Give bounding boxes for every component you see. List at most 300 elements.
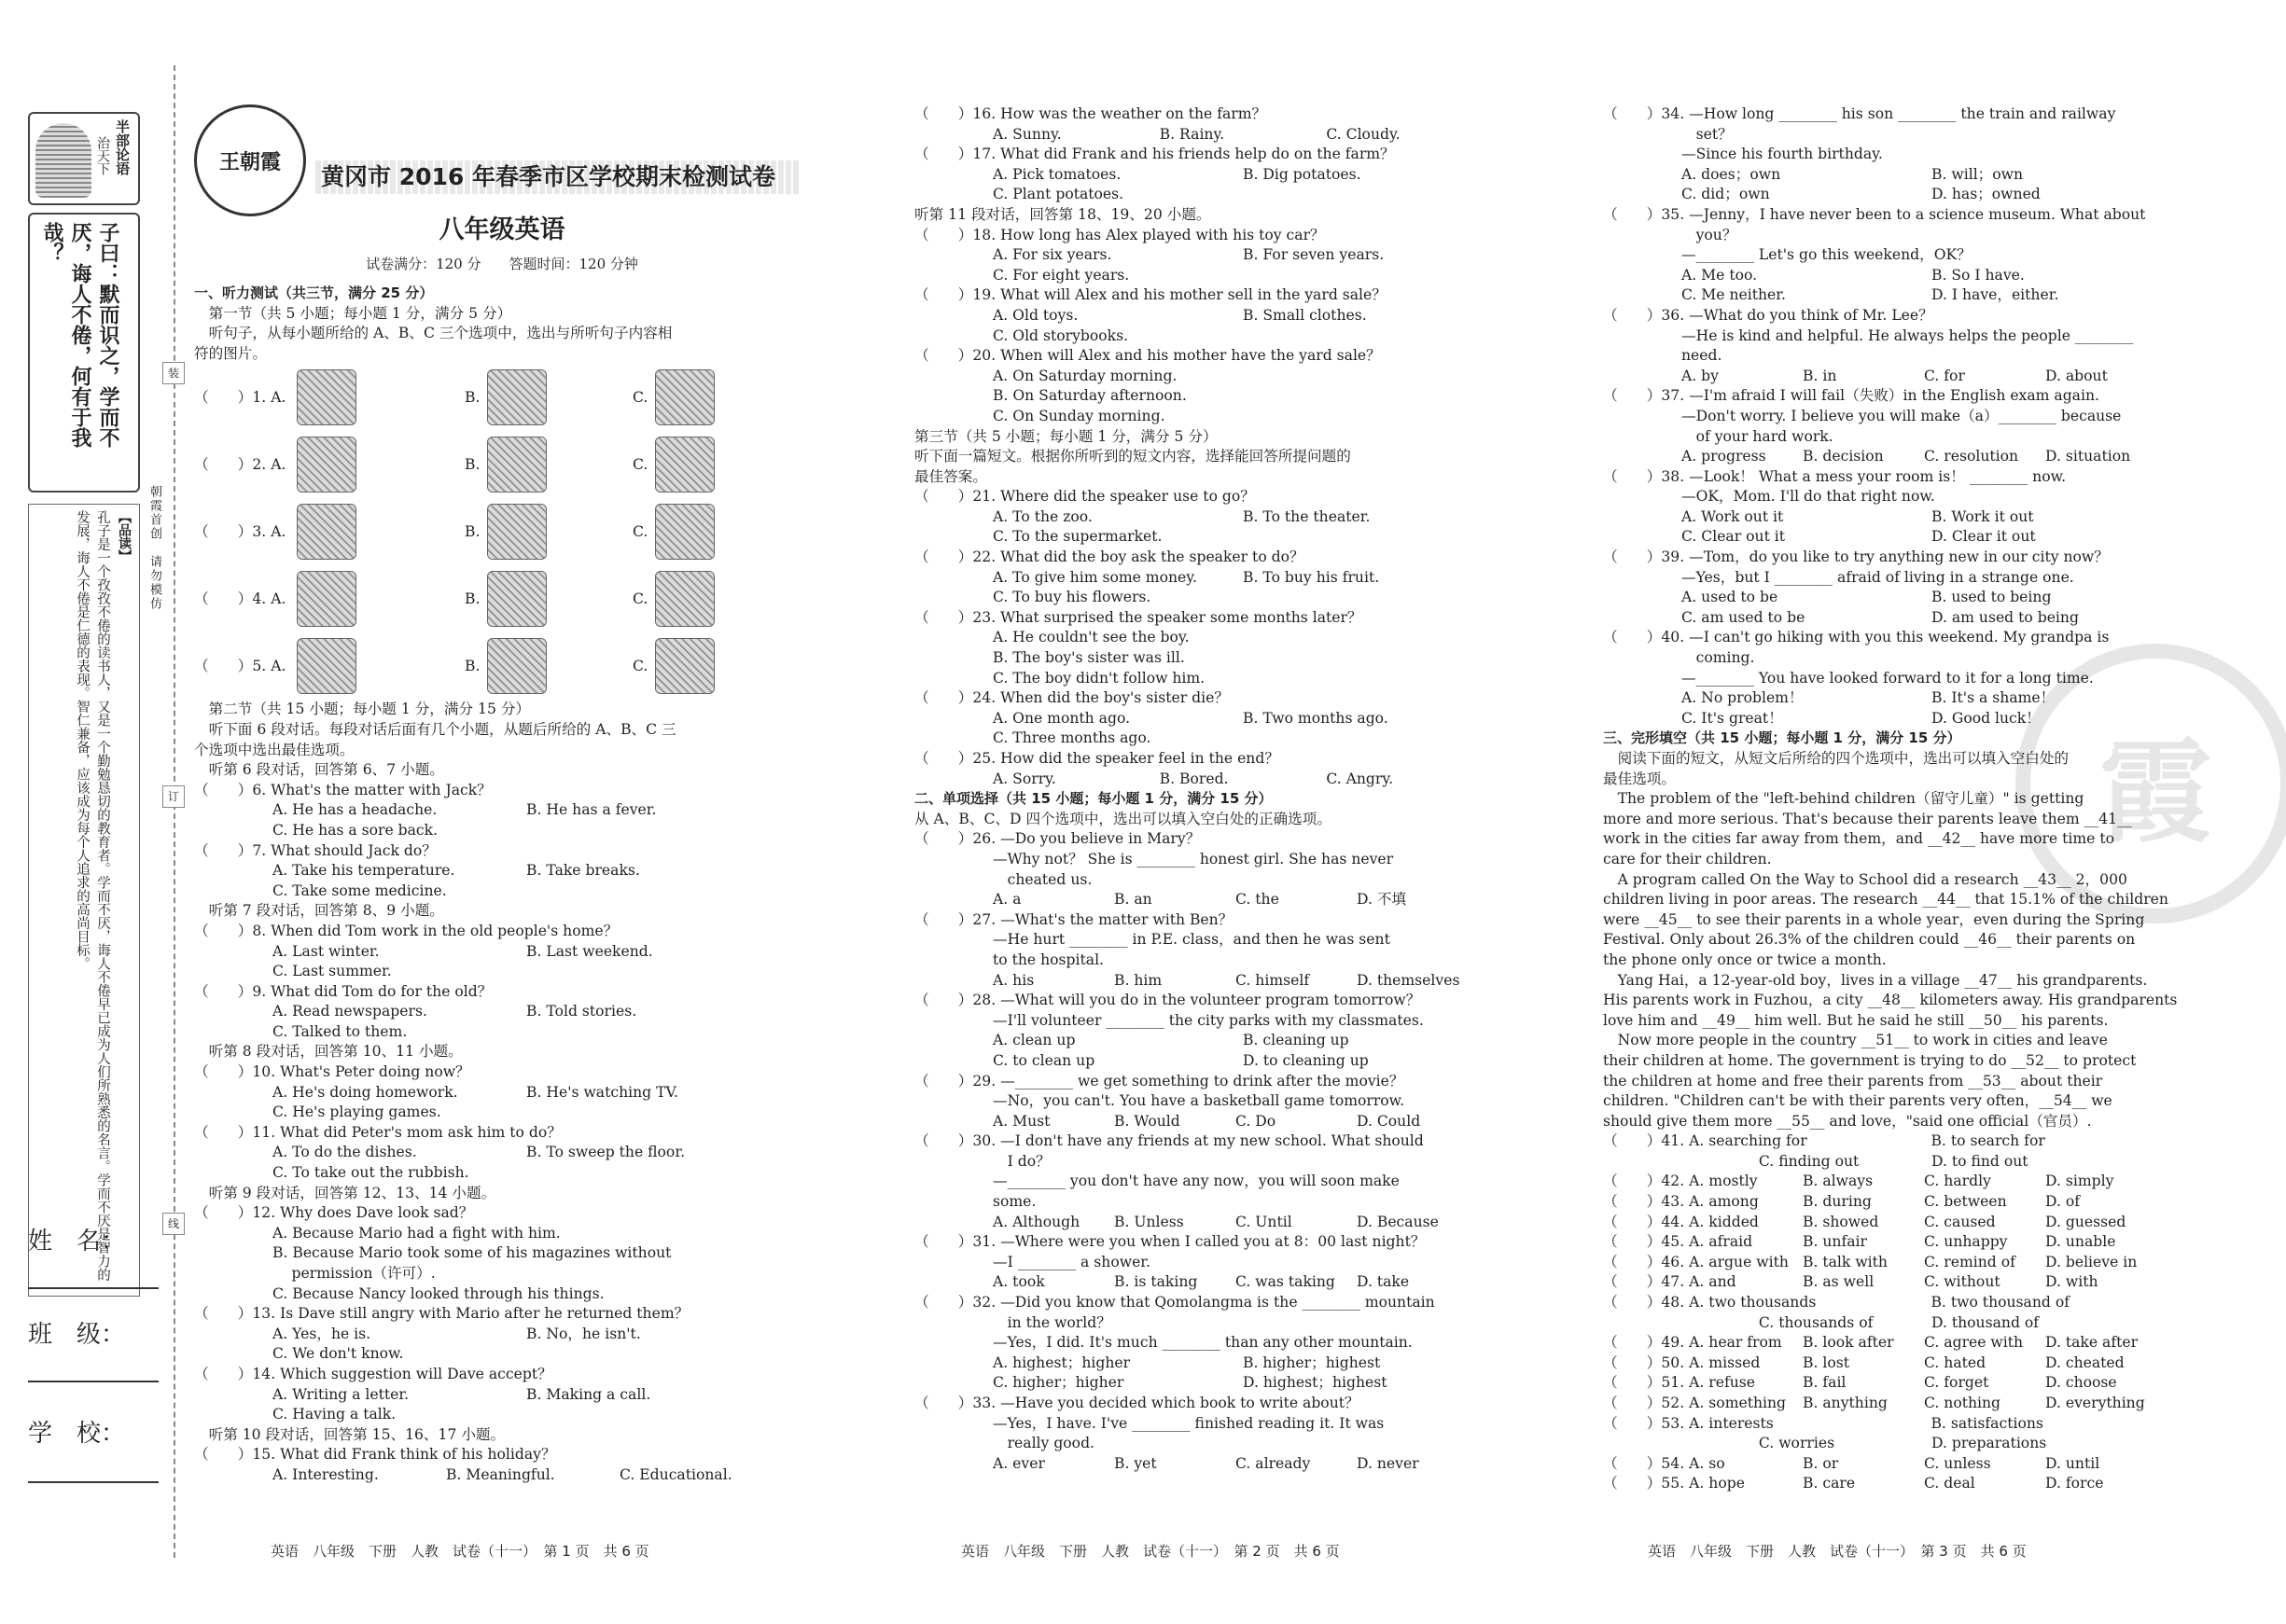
option-text[interactable]: A. For six years. xyxy=(993,246,1112,264)
option-text[interactable]: C. unhappy xyxy=(1924,1233,2008,1251)
option-row xyxy=(194,1083,810,1103)
option-text[interactable]: A. does；own xyxy=(1681,165,1781,183)
title-banner xyxy=(315,160,801,194)
option-row xyxy=(1603,1131,2181,1152)
option-text[interactable]: （ ）52. A. something xyxy=(1603,1395,1787,1411)
option-text[interactable]: D. am used to being xyxy=(1931,608,2079,626)
option-text[interactable]: A. Sorry. xyxy=(993,770,1056,787)
option-text[interactable]: I do？ xyxy=(993,1152,1051,1170)
option-text[interactable]: C. higher；higher xyxy=(993,1374,1124,1392)
option-text[interactable]: D. of xyxy=(2045,1193,2081,1211)
option-text[interactable]: C. He's playing games. xyxy=(272,1103,441,1121)
option-text[interactable]: —Yes，I did. It's much ________ than any other mountain. xyxy=(993,1334,1413,1352)
option-text[interactable]: —________ you don't have any now，you will soon make xyxy=(993,1173,1400,1190)
text-line: 第三节（共 5 小题；每小题 1 分，满分 5 分） xyxy=(914,427,1218,445)
option-text[interactable]: （ ）50. A. missed xyxy=(1603,1353,1761,1371)
option-row xyxy=(194,942,810,963)
option-text[interactable]: —Yes，but I ________ afraid of living in a strange one. xyxy=(1681,568,2074,586)
picture-option-icon[interactable] xyxy=(655,504,715,560)
option-label: C. xyxy=(633,590,648,607)
option-text[interactable]: C. for xyxy=(1924,367,1965,384)
option-text[interactable]: D. situation xyxy=(2045,448,2131,465)
text-line: children living in poor areas. The research __44__ that 15.1% of the children xyxy=(1603,891,2168,909)
option-text[interactable]: B. Last weekend. xyxy=(526,942,653,960)
option-row xyxy=(1603,226,2181,246)
option-text[interactable]: C. Cloudy. xyxy=(1326,125,1401,143)
option-text[interactable]: C. Plant potatoes. xyxy=(993,186,1124,203)
option-text[interactable]: B. to search for xyxy=(1931,1132,2045,1150)
option-text[interactable]: A. by xyxy=(1681,367,1719,384)
option-text[interactable]: D. guessed xyxy=(2045,1213,2126,1230)
option-text[interactable]: B. higher；highest xyxy=(1243,1353,1381,1371)
picture-option-icon[interactable] xyxy=(487,369,547,425)
text-line: 最佳答案。 xyxy=(914,467,987,485)
option-text[interactable]: B. two thousand of xyxy=(1931,1294,2070,1312)
option-text[interactable]: C. was taking xyxy=(1235,1273,1335,1291)
option-text[interactable]: A. Although xyxy=(993,1213,1080,1230)
option-text[interactable]: B. care xyxy=(1803,1475,1856,1492)
picture-option-icon[interactable] xyxy=(655,369,715,425)
option-row xyxy=(1603,125,2181,146)
text-line: （ ）29. —________ we get something to drink after the movie？ xyxy=(914,1072,1404,1090)
option-text[interactable]: need. xyxy=(1681,347,1722,365)
option-text[interactable]: A. Me too. xyxy=(1681,266,1758,284)
option-text[interactable]: C. deal xyxy=(1924,1475,1975,1492)
text-line: （ ）33. —Have you decided which book to write about？ xyxy=(914,1395,1359,1411)
option-text[interactable]: （ ）47. A. and xyxy=(1603,1273,1736,1291)
option-text[interactable]: B. Two months ago. xyxy=(1243,709,1388,727)
option-text[interactable]: B. On Saturday afternoon. xyxy=(993,387,1187,405)
option-text[interactable]: A. Last winter. xyxy=(272,942,380,960)
text-line: 听第 6 段对话，回答第 6、7 小题。 xyxy=(194,761,444,779)
option-text[interactable]: C. We don't know. xyxy=(272,1345,404,1363)
option-text[interactable]: C. did；own xyxy=(1681,186,1770,203)
option-text[interactable]: D. thousand of xyxy=(1931,1313,2040,1331)
text-line: 个选项中选出最佳选项。 xyxy=(194,741,355,758)
option-text[interactable]: A. On Saturday morning. xyxy=(993,367,1178,384)
option-text[interactable]: C. resolution xyxy=(1924,448,2019,465)
option-text[interactable]: （ ）46. A. argue with xyxy=(1603,1253,1789,1270)
picture-question xyxy=(194,498,810,565)
option-text[interactable]: （ ）45. A. afraid xyxy=(1603,1233,1753,1251)
option-text[interactable]: B. To the theater. xyxy=(1243,507,1371,525)
option-text[interactable]: C. am used to be xyxy=(1681,608,1805,626)
option-text[interactable]: C. Three months ago. xyxy=(993,729,1151,747)
option-row xyxy=(1603,326,2181,347)
option-text[interactable]: A. progress xyxy=(1681,448,1766,465)
option-row xyxy=(914,245,1493,266)
option-text[interactable]: D. believe in xyxy=(2045,1253,2138,1270)
option-text[interactable]: B. Because Mario took some of his magazines without xyxy=(272,1244,672,1262)
option-text[interactable]: B. in xyxy=(1803,367,1837,384)
option-text[interactable]: （ ）44. A. kidded xyxy=(1603,1213,1759,1230)
option-text[interactable]: B. He's watching TV. xyxy=(526,1083,678,1101)
option-text[interactable]: B. as well xyxy=(1803,1273,1875,1291)
option-text[interactable]: —I'll volunteer ________ the city parks with my classmates. xyxy=(993,1011,1424,1029)
option-text[interactable]: D. everything xyxy=(2045,1395,2145,1411)
option-text[interactable]: C. unless xyxy=(1924,1454,1991,1472)
option-row xyxy=(914,1353,1493,1374)
text-line: （ ）7. What should Jack do？ xyxy=(194,841,437,859)
option-text[interactable]: （ ）51. A. refuse xyxy=(1603,1374,1756,1392)
option-row xyxy=(1603,1434,2181,1454)
option-text[interactable]: permission（许可）. xyxy=(272,1265,436,1282)
exam-info: 试卷满分：120 分 答题时间：120 分钟 xyxy=(366,256,638,272)
option-text[interactable]: B. used to being xyxy=(1931,589,2052,606)
option-text[interactable]: C. already xyxy=(1235,1454,1311,1472)
option-text[interactable]: coming. xyxy=(1681,649,1755,667)
option-text[interactable]: B. unfair xyxy=(1803,1233,1867,1251)
question-label: （ ）4. A. xyxy=(194,590,286,607)
option-row xyxy=(194,1143,810,1163)
logo-seal xyxy=(194,104,306,216)
picture-option-icon[interactable] xyxy=(297,504,356,560)
option-text[interactable]: C. to clean up xyxy=(993,1051,1095,1069)
option-text[interactable]: C. Having a talk. xyxy=(272,1406,397,1423)
option-text[interactable]: D. until xyxy=(2045,1454,2100,1472)
option-text[interactable]: A. Because Mario had a fight with him. xyxy=(272,1224,561,1242)
option-text[interactable]: C. himself xyxy=(1235,971,1310,989)
option-text[interactable]: D. about xyxy=(2045,367,2108,384)
text-line: （ ）35. —Jenny，I have never been to a science museum. What about xyxy=(1603,205,2146,223)
option-text[interactable]: —He is kind and helpful. He always helps the people ________ xyxy=(1681,326,2134,344)
option-text[interactable]: D. to find out xyxy=(1931,1152,2028,1170)
option-text[interactable]: C. caused xyxy=(1924,1213,1996,1230)
option-text[interactable]: （ ）43. A. among xyxy=(1603,1193,1759,1211)
option-text[interactable]: —I ________ a shower. xyxy=(993,1253,1151,1270)
option-text[interactable]: D. I have，either. xyxy=(1931,286,2059,304)
option-text[interactable]: —________ Let's go this weekend，OK？ xyxy=(1681,246,1972,264)
option-text[interactable]: C. remind of xyxy=(1924,1253,2015,1270)
option-text[interactable]: B. Told stories. xyxy=(526,1003,637,1020)
option-text[interactable]: B. It's a shame！ xyxy=(1931,689,2056,707)
option-text[interactable]: C. thousands of xyxy=(1681,1313,1874,1331)
option-text[interactable]: D. choose xyxy=(2045,1374,2117,1392)
option-row xyxy=(194,800,810,821)
option-row xyxy=(914,1152,1493,1173)
option-text[interactable]: B. Meaningful. xyxy=(446,1465,555,1483)
option-row xyxy=(1603,648,2181,669)
option-text[interactable]: B. To buy his fruit. xyxy=(1243,568,1380,586)
option-text[interactable]: （ ）48. A. two thousands xyxy=(1603,1294,1817,1312)
option-text[interactable]: C. To the supermarket. xyxy=(993,528,1163,546)
option-text[interactable]: C. Last summer. xyxy=(272,963,392,980)
option-text[interactable]: D. take xyxy=(1357,1273,1410,1291)
option-row xyxy=(1603,1272,2181,1293)
picture-option-icon[interactable] xyxy=(297,638,356,694)
option-text[interactable]: A. Interesting. xyxy=(272,1465,379,1483)
picture-option-icon[interactable] xyxy=(297,369,356,425)
option-text[interactable]: C. Old storybooks. xyxy=(993,326,1129,344)
option-text[interactable]: C. between xyxy=(1924,1193,2007,1211)
option-text[interactable]: A. Sunny. xyxy=(993,125,1062,143)
option-row xyxy=(914,326,1493,347)
option-text[interactable]: A. clean up xyxy=(993,1032,1076,1049)
picture-option-icon[interactable] xyxy=(297,571,356,627)
option-text[interactable]: A. Writing a letter. xyxy=(272,1385,410,1403)
option-row xyxy=(914,1192,1493,1213)
option-text[interactable]: D. highest；highest xyxy=(1243,1374,1387,1392)
picture-question xyxy=(194,364,810,431)
option-text[interactable]: C. Me neither. xyxy=(1681,286,1786,304)
option-text[interactable]: C. forget xyxy=(1924,1374,1989,1392)
option-text[interactable]: C. To take out the rubbish. xyxy=(272,1164,469,1182)
option-text[interactable]: A. Pick tomatoes. xyxy=(993,165,1122,183)
option-text[interactable]: （ ）49. A. hear from xyxy=(1603,1334,1782,1352)
option-text[interactable]: C. agree with xyxy=(1924,1334,2024,1352)
option-text[interactable]: some. xyxy=(993,1193,1037,1211)
text-line: 听下面一篇短文。根据你所听到的短文内容，选择能回答所提问题的 xyxy=(914,448,1351,465)
picture-option-icon[interactable] xyxy=(655,638,715,694)
option-text[interactable]: A. To do the dishes. xyxy=(272,1144,417,1161)
option-text[interactable]: B. For seven years. xyxy=(1243,246,1385,264)
option-text[interactable]: B. fail xyxy=(1803,1374,1847,1392)
option-text[interactable]: D. never xyxy=(1357,1454,1419,1472)
option-text[interactable]: —No，you can't. You have a basketball game tomorrow. xyxy=(993,1092,1405,1110)
option-text[interactable]: A. Yes，he is. xyxy=(272,1325,371,1342)
option-text[interactable]: B. an xyxy=(1114,891,1152,909)
option-text[interactable]: A. Must xyxy=(993,1112,1051,1130)
option-text[interactable]: D. 不填 xyxy=(1357,891,1407,909)
exam-subtitle: 八年级英语 xyxy=(439,215,565,244)
text-line: 听句子，从每小题所给的 A、B、C 三个选项中，选出与所听句子内容相 xyxy=(194,325,673,342)
option-text[interactable]: D. Could xyxy=(1357,1112,1421,1130)
option-text[interactable]: B. Bored. xyxy=(1159,770,1229,787)
text-line: （ ）24. When did the boy's sister die？ xyxy=(914,689,1229,707)
option-text[interactable]: C. Angry. xyxy=(1326,770,1394,787)
option-row xyxy=(194,1002,810,1022)
option-text[interactable]: D. preparations xyxy=(1931,1435,2047,1452)
option-text[interactable]: D. with xyxy=(2045,1273,2098,1291)
option-text[interactable]: C. Educational. xyxy=(620,1465,732,1483)
option-text[interactable]: you？ xyxy=(1681,226,1737,243)
option-text[interactable]: of your hard work. xyxy=(1681,427,1833,445)
option-text[interactable]: A. Read newspapers. xyxy=(272,1003,427,1020)
option-row xyxy=(914,1051,1493,1072)
option-text[interactable]: C. Take some medicine. xyxy=(272,881,447,899)
option-text[interactable]: B. always xyxy=(1803,1173,1874,1190)
option-text[interactable]: B. anything xyxy=(1803,1395,1888,1411)
option-text[interactable]: （ ）54. A. so xyxy=(1603,1454,1725,1472)
option-text[interactable]: B. He has a fever. xyxy=(526,801,657,819)
option-row xyxy=(1603,568,2181,589)
option-row xyxy=(1603,1152,2181,1173)
option-text[interactable]: A. No problem！ xyxy=(1681,689,1804,707)
picture-option-icon[interactable] xyxy=(655,437,715,493)
tagline: 朝霞首创 请勿模仿 xyxy=(147,485,161,611)
option-text[interactable]: D. unable xyxy=(2045,1233,2116,1251)
option-text[interactable]: A. Work out it xyxy=(1681,507,1784,525)
option-row xyxy=(914,850,1493,870)
text-line: （ ）28. —What will you do in the volunteer program tomorrow？ xyxy=(914,992,1421,1009)
option-text[interactable]: D. themselves xyxy=(1357,971,1460,989)
option-row xyxy=(194,821,810,841)
text-line: （ ）19. What will Alex and his mother sell in the yard sale？ xyxy=(914,286,1387,304)
option-text[interactable]: C. It's great！ xyxy=(1681,709,1783,727)
option-text[interactable]: B. satisfactions xyxy=(1931,1414,2043,1432)
option-text[interactable]: A. a xyxy=(993,891,1022,909)
text-line: 听第 8 段对话，回答第 10、11 小题。 xyxy=(194,1043,463,1061)
option-text[interactable]: C. worries xyxy=(1681,1435,1835,1452)
picture-option-icon[interactable] xyxy=(655,571,715,627)
option-text[interactable]: D. Clear it out xyxy=(1931,528,2036,546)
text-line: （ ）15. What did Frank think of his holiday？ xyxy=(194,1446,556,1464)
option-text[interactable]: D. simply xyxy=(2045,1173,2114,1190)
option-row xyxy=(1603,1353,2181,1374)
option-text[interactable]: A. took xyxy=(993,1273,1045,1291)
option-text[interactable]: B. Dig potatoes. xyxy=(1243,165,1361,183)
option-row xyxy=(914,1373,1493,1394)
option-text[interactable]: （ ）41. A. searching for xyxy=(1603,1132,1807,1150)
text-line: （ ）32. —Did you know that Qomolangma is the ________ mountain xyxy=(914,1294,1435,1312)
option-text[interactable]: —He hurt ________ in P.E. class，and then he was sent xyxy=(993,931,1390,949)
quote-box xyxy=(28,213,140,493)
option-row xyxy=(194,1264,810,1284)
option-text[interactable]: —Why not？ She is ________ honest girl. She has never xyxy=(993,850,1394,868)
option-text[interactable]: C. On Sunday morning. xyxy=(993,407,1165,424)
option-text[interactable]: —OK，Mom. I'll do that right now. xyxy=(1681,488,1935,506)
text-line: （ ）34. —How long ________ his son ________ the train and railway xyxy=(1603,105,2116,122)
option-row xyxy=(914,1414,1493,1435)
option-text[interactable]: B. No，he isn't. xyxy=(526,1325,641,1342)
option-row xyxy=(1603,608,2181,629)
option-text[interactable]: C. without xyxy=(1924,1273,2000,1291)
option-text[interactable]: C. The boy didn't follow him. xyxy=(993,669,1206,687)
text-line: （ ）39. —Tom，do you like to try anything new in our city now？ xyxy=(1603,548,2109,566)
option-row xyxy=(914,507,1493,528)
option-row xyxy=(1603,588,2181,608)
text-line: love him and __49__ him well. But he said he still __50__ his parents. xyxy=(1603,1011,2109,1029)
option-text[interactable]: B. him xyxy=(1114,971,1163,989)
option-text[interactable]: B. showed xyxy=(1803,1213,1879,1230)
option-text[interactable]: —Don't worry. I believe you will make（a）________ because xyxy=(1681,407,2122,424)
option-text[interactable]: D. Good luck！ xyxy=(1931,709,2041,727)
option-text[interactable]: D. force xyxy=(2045,1475,2104,1492)
option-row xyxy=(914,367,1493,387)
option-text[interactable]: D. has；owned xyxy=(1931,186,2041,203)
option-text[interactable]: D. cheated xyxy=(2045,1353,2125,1371)
option-text[interactable]: D. to cleaning up xyxy=(1243,1051,1369,1069)
option-text[interactable]: C. To buy his flowers. xyxy=(993,589,1151,606)
option-text[interactable]: B. Would xyxy=(1114,1112,1180,1130)
option-text[interactable]: A. To the zoo. xyxy=(993,507,1093,525)
option-text[interactable]: B. Making a call. xyxy=(526,1385,651,1403)
option-text[interactable]: A. Old toys. xyxy=(993,306,1079,324)
name-field[interactable] xyxy=(28,1287,159,1289)
option-text[interactable]: C. the xyxy=(1235,891,1279,909)
option-text[interactable]: in the world？ xyxy=(993,1313,1111,1331)
option-text[interactable]: A. He has a headache. xyxy=(272,801,438,819)
option-text[interactable]: B. Rainy. xyxy=(1159,125,1225,143)
watermark-seal: 霞 xyxy=(2015,644,2286,923)
option-text[interactable]: B. Unless xyxy=(1114,1213,1184,1230)
option-text[interactable]: B. cleaning up xyxy=(1243,1032,1349,1049)
option-text[interactable]: D. take after xyxy=(2045,1334,2139,1352)
option-text[interactable]: （ ）55. A. hope xyxy=(1603,1475,1745,1492)
option-text[interactable]: B. decision xyxy=(1803,448,1884,465)
option-text[interactable]: （ ）53. A. interests xyxy=(1603,1414,1774,1432)
option-text[interactable]: D. Because xyxy=(1357,1213,1439,1230)
confucius-quote: 子曰：默而识之，学而不厌，诲人不倦，何有于我哉？ xyxy=(40,222,119,448)
option-text[interactable]: B. or xyxy=(1803,1454,1839,1472)
option-text[interactable]: C. He has a sore back. xyxy=(272,821,439,839)
option-text[interactable]: B. Work it out xyxy=(1931,507,2034,525)
option-text[interactable]: A. He's doing homework. xyxy=(272,1083,458,1101)
option-text[interactable]: C. Do xyxy=(1235,1112,1276,1130)
option-text[interactable]: A. To give him some money. xyxy=(993,568,1197,586)
option-text[interactable]: B. talk with xyxy=(1803,1253,1888,1270)
option-text[interactable]: really good. xyxy=(993,1435,1095,1452)
picture-option-icon[interactable] xyxy=(487,504,547,560)
option-text[interactable]: A. He couldn't see the boy. xyxy=(993,629,1190,646)
binding-sidebar xyxy=(28,112,161,1548)
option-row xyxy=(1603,507,2181,528)
option-text[interactable]: C. Until xyxy=(1235,1213,1292,1230)
option-text[interactable]: to the hospital. xyxy=(993,951,1105,968)
option-text[interactable]: A. One month ago. xyxy=(993,709,1131,727)
option-text[interactable]: C. finding out xyxy=(1681,1152,1860,1170)
scholar-icon xyxy=(35,123,91,198)
text-line: （ ）11. What did Peter's mom ask him to do？ xyxy=(194,1123,562,1141)
option-text[interactable]: B. yet xyxy=(1114,1454,1157,1472)
option-text[interactable]: —Yes，I have. I've ________ finished reading it. It was xyxy=(993,1414,1385,1432)
picture-option-icon[interactable] xyxy=(487,638,547,694)
option-row xyxy=(194,962,810,982)
option-label: B. xyxy=(465,590,481,607)
option-text[interactable]: A. ever xyxy=(993,1454,1045,1472)
option-text[interactable]: —Since his fourth birthday. xyxy=(1681,146,1883,163)
option-text[interactable]: （ ）42. A. mostly xyxy=(1603,1173,1758,1190)
option-row xyxy=(914,971,1493,992)
option-text[interactable]: set？ xyxy=(1681,125,1733,143)
cut-mark-bind: 装 xyxy=(162,362,185,384)
option-text[interactable]: B. look after xyxy=(1803,1334,1894,1352)
option-text[interactable]: C. hated xyxy=(1924,1353,1986,1371)
option-row xyxy=(1603,285,2181,306)
option-row xyxy=(914,890,1493,910)
option-text[interactable]: B. So I have. xyxy=(1931,266,2025,284)
option-text[interactable]: A. used to be xyxy=(1681,589,1778,606)
picture-option-icon[interactable] xyxy=(487,437,547,493)
option-text[interactable]: C. Clear out it xyxy=(1681,528,1786,546)
option-text[interactable]: B. will；own xyxy=(1931,165,2024,183)
option-text[interactable]: C. hardly xyxy=(1924,1173,1991,1190)
picture-option-icon[interactable] xyxy=(487,571,547,627)
option-row xyxy=(914,648,1493,669)
option-row xyxy=(1603,1172,2181,1192)
class-field[interactable] xyxy=(28,1381,159,1382)
option-text[interactable]: B. To sweep the floor. xyxy=(526,1144,686,1161)
option-text[interactable]: —________ You have looked forward to it for a long time. xyxy=(1681,669,2094,687)
option-text[interactable]: B. lost xyxy=(1803,1353,1850,1371)
option-text[interactable]: B. The boy's sister was ill. xyxy=(993,649,1185,667)
option-text[interactable]: C. For eight years. xyxy=(993,266,1130,284)
option-text[interactable]: A. his xyxy=(993,971,1035,989)
option-text[interactable]: cheated us. xyxy=(993,870,1093,888)
option-row xyxy=(1603,447,2181,467)
option-text[interactable]: C. nothing xyxy=(1924,1395,2001,1411)
option-text[interactable]: B. Small clothes. xyxy=(1243,306,1367,324)
option-text[interactable]: B. during xyxy=(1803,1193,1872,1211)
option-text[interactable]: C. Talked to them. xyxy=(272,1022,408,1040)
option-text[interactable]: A. Take his temperature. xyxy=(272,862,455,880)
option-text[interactable]: A. highest；higher xyxy=(993,1353,1131,1371)
school-field[interactable] xyxy=(28,1481,159,1483)
option-text[interactable]: B. is taking xyxy=(1114,1273,1198,1291)
picture-option-icon[interactable] xyxy=(297,437,356,493)
option-text[interactable]: B. Take breaks. xyxy=(526,862,640,880)
option-text[interactable]: C. Because Nancy looked through his things. xyxy=(272,1284,605,1302)
